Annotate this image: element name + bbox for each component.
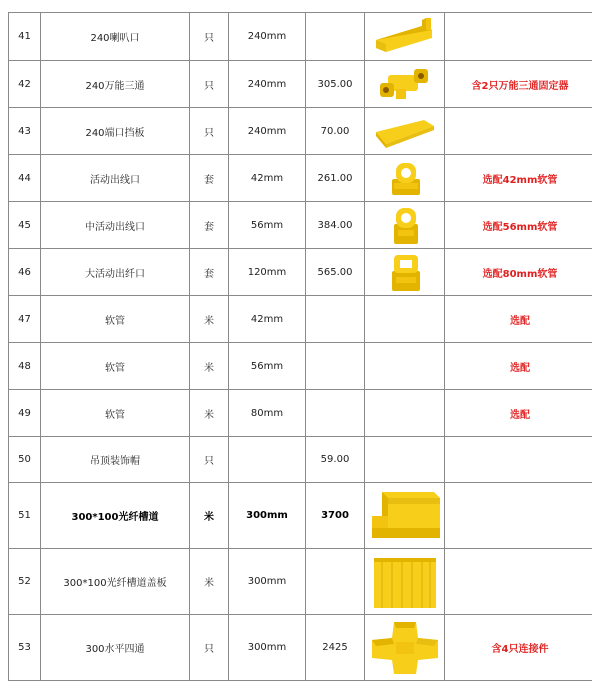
remark: 选配80mm软管 xyxy=(445,249,592,296)
spec: 42mm xyxy=(229,296,306,343)
product-image-cell xyxy=(365,390,445,437)
price: 2425 xyxy=(306,615,365,681)
trumpet-fitting-image xyxy=(370,16,440,58)
spec: 300mm xyxy=(229,549,306,615)
price xyxy=(306,549,365,615)
unit: 只 xyxy=(190,615,229,681)
product-name: 软管 xyxy=(41,390,190,437)
product-name: 活动出线口 xyxy=(41,155,190,202)
unit: 米 xyxy=(190,390,229,437)
row-number: 43 xyxy=(9,108,41,155)
price xyxy=(306,296,365,343)
table-row xyxy=(9,437,592,483)
outlet-large-image xyxy=(370,251,440,293)
product-image-cell xyxy=(365,483,445,549)
table-row xyxy=(9,343,592,390)
product-image-cell xyxy=(365,343,445,390)
unit: 只 xyxy=(190,13,229,61)
product-table xyxy=(8,12,592,681)
product-name: 软管 xyxy=(41,296,190,343)
unit: 米 xyxy=(190,343,229,390)
unit: 只 xyxy=(190,437,229,483)
row-number: 44 xyxy=(9,155,41,202)
spec: 300mm xyxy=(229,483,306,549)
spec: 240mm xyxy=(229,61,306,108)
unit: 米 xyxy=(190,549,229,615)
table-row xyxy=(9,108,592,155)
trough-cover-image xyxy=(368,552,442,612)
unit: 只 xyxy=(190,61,229,108)
row-number: 45 xyxy=(9,202,41,249)
remark xyxy=(445,549,592,615)
remark: 含4只连接件 xyxy=(445,615,592,681)
price: 261.00 xyxy=(306,155,365,202)
remark: 选配 xyxy=(445,390,592,437)
price: 565.00 xyxy=(306,249,365,296)
product-name: 300*100光纤槽道 xyxy=(41,483,190,549)
price xyxy=(306,343,365,390)
row-number: 53 xyxy=(9,615,41,681)
product-name: 300*100光纤槽道盖板 xyxy=(41,549,190,615)
remark: 选配 xyxy=(445,296,592,343)
table-row xyxy=(9,483,592,549)
product-name: 240喇叭口 xyxy=(41,13,190,61)
product-image-cell xyxy=(365,202,445,249)
outlet-small-image xyxy=(370,157,440,199)
spec: 240mm xyxy=(229,108,306,155)
remark: 含2只万能三通固定器 xyxy=(445,61,592,108)
row-number: 47 xyxy=(9,296,41,343)
remark xyxy=(445,13,592,61)
spec xyxy=(229,437,306,483)
end-cap-image xyxy=(370,110,440,152)
unit: 米 xyxy=(190,296,229,343)
product-image-cell xyxy=(365,437,445,483)
table-row xyxy=(9,296,592,343)
table-row xyxy=(9,390,592,437)
price xyxy=(306,13,365,61)
table-row xyxy=(9,13,592,61)
outlet-medium-image xyxy=(370,204,440,246)
table-row xyxy=(9,549,592,615)
fiber-trough-image xyxy=(368,486,442,546)
remark xyxy=(445,108,592,155)
row-number: 48 xyxy=(9,343,41,390)
product-image-cell xyxy=(365,249,445,296)
spec: 56mm xyxy=(229,202,306,249)
unit: 套 xyxy=(190,155,229,202)
four-way-cross-image xyxy=(368,618,442,678)
price: 70.00 xyxy=(306,108,365,155)
product-name: 240端口挡板 xyxy=(41,108,190,155)
unit: 套 xyxy=(190,202,229,249)
price: 59.00 xyxy=(306,437,365,483)
remark xyxy=(445,437,592,483)
row-number: 51 xyxy=(9,483,41,549)
remark xyxy=(445,483,592,549)
spec: 80mm xyxy=(229,390,306,437)
spec: 56mm xyxy=(229,343,306,390)
row-number: 49 xyxy=(9,390,41,437)
product-name: 240万能三通 xyxy=(41,61,190,108)
row-number: 42 xyxy=(9,61,41,108)
product-image-cell xyxy=(365,615,445,681)
spec: 42mm xyxy=(229,155,306,202)
table-row xyxy=(9,61,592,108)
price xyxy=(306,390,365,437)
remark: 选配 xyxy=(445,343,592,390)
table-row xyxy=(9,155,592,202)
remark: 选配42mm软管 xyxy=(445,155,592,202)
universal-tee-image xyxy=(370,63,440,105)
unit: 只 xyxy=(190,108,229,155)
spec: 120mm xyxy=(229,249,306,296)
row-number: 52 xyxy=(9,549,41,615)
table-row xyxy=(9,202,592,249)
product-image-cell xyxy=(365,13,445,61)
price: 3700 xyxy=(306,483,365,549)
spec: 300mm xyxy=(229,615,306,681)
unit: 米 xyxy=(190,483,229,549)
product-name: 大活动出纤口 xyxy=(41,249,190,296)
product-name: 软管 xyxy=(41,343,190,390)
product-image-cell xyxy=(365,296,445,343)
product-image-cell xyxy=(365,155,445,202)
price: 384.00 xyxy=(306,202,365,249)
product-image-cell xyxy=(365,61,445,108)
unit: 套 xyxy=(190,249,229,296)
row-number: 41 xyxy=(9,13,41,61)
table-row xyxy=(9,249,592,296)
product-name: 300水平四通 xyxy=(41,615,190,681)
product-name: 中活动出线口 xyxy=(41,202,190,249)
spec: 240mm xyxy=(229,13,306,61)
product-image-cell xyxy=(365,108,445,155)
table-row xyxy=(9,615,592,681)
product-name: 吊顶装饰帽 xyxy=(41,437,190,483)
row-number: 50 xyxy=(9,437,41,483)
product-image-cell xyxy=(365,549,445,615)
row-number: 46 xyxy=(9,249,41,296)
price: 305.00 xyxy=(306,61,365,108)
remark: 选配56mm软管 xyxy=(445,202,592,249)
